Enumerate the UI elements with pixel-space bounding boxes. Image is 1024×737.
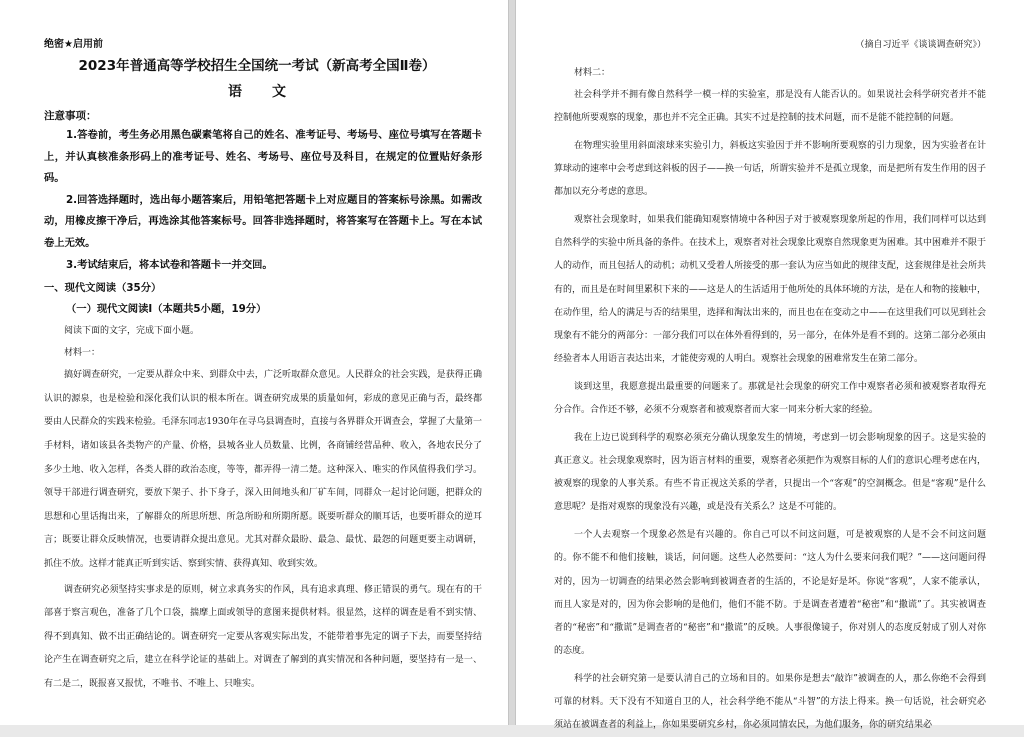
notice-item-2: 2.回答选择题时，选出每小题答案后，用铅笔把答题卡上对应题目的答案标号涂黑。如需改动，用橡皮擦干净后，再选涂其他答案标号。回答非选择题时，将答案写在答题卡上。写在本试卷上无效。 xyxy=(44,193,482,249)
section-heading: 一、现代文阅读（35分） xyxy=(44,282,162,295)
left-page xyxy=(0,0,508,725)
body-paragraph: 我在上边已说到科学的观察必须充分确认现象发生的情境，考虑到一切会影响现象的因子。这是实验的真正意义。社会现象观察时，因为语言材料的重要，观察者必须把作为观察目标的人们的意识心理考虑在内，被观察的现象的人事关系。有些不肯正视这关系的学者，只提出一个“客观”的空洞概念。但是“客观”是什么意思呢？是指对观察的现象没有兴趣，或是没有关系么？这是不可能的。 xyxy=(554,432,987,513)
body-paragraph: 一个人去观察一个现象必然是有兴趣的。你自己可以不问这问题，可是被观察的人是不会不问这问题的。你不能不和他们接触，谈话，问问题。这些人必然要问：“这人为什么要来问我们呢？”——这问题问得对的，因为一切调查的结果必然会影响到被调查者的生活的，不论是好是坏。你说“客观”，人家不能承认，而且人家是对的，因为你会影响的是他们，他们不能不防。于是调查者遭着“秘密”和“撒谎”了。其实被调查者的“秘密”和“撒谎”是调查者的“秘密”和“撒谎”的反映。人事很像镜子，你对别人的态度反射成了别人对你的态度。 xyxy=(554,530,986,657)
notice-item-1: 1.答卷前，考生务必用黑色碳素笔将自己的姓名、准考证号、考场号、座位号填写在答题卡上，并认真核准条形码上的准考证号、姓名、考场号、座位号及科目，在规定的位置贴好条形码。 xyxy=(44,129,482,185)
exam-title: 2023年普通高等学校招生全国统一考试（新高考全国Ⅱ卷） xyxy=(78,58,436,74)
body-paragraph: 社会科学并不拥有像自然科学一模一样的实验室，那是没有人能否认的。如果说社会科学研究者并不能控制他所要观察的现象，那也并不完全正确。其实不过是控制的技术问题，而不是能不能控制的问题。 xyxy=(554,90,986,124)
body-paragraph: 调查研究必须坚持实事求是的原则，树立求真务实的作风，具有追求真理、修正错误的勇气。现在有的干部喜于察言观色，准备了几个口袋，揣摩上面或领导的意图来提供材料。很显然，这样的调查是看不到实情、得不到真知、做不出正确结论的。调查研究一定要从客观实际出发，不能带着事先定的调子下去，而要坚持结论产生在调查研究之后，建立在科学论证的基础上。对调查了解到的真实情况和各种问题，要坚持有一是一、有二是二，既报喜又报忧，不唯书、不唯上、只唯实。 xyxy=(44,584,482,689)
top-secret-label: 绝密★启用前 xyxy=(44,39,103,50)
notice-item-3: 3.考试结束后，将本试卷和答题卡一并交回。 xyxy=(66,258,273,271)
notice-heading: 注意事项： xyxy=(44,110,97,122)
body-paragraph: 谈到这里，我愿意提出最重要的问题来了。那就是社会现象的研究工作中观察者必须和被观察者取得充分合作。合作还不够，必须不分观察者和被观察者而大家一同来分析大家的经验。 xyxy=(554,381,986,416)
source-citation: （摘自习近平《谈谈调查研究》） xyxy=(855,40,986,50)
right-page xyxy=(516,0,1024,731)
subsection-heading: （一）现代文阅读Ⅰ（本题共5小题，19分） xyxy=(66,303,267,316)
subject-title: 语文 xyxy=(228,84,316,100)
reading-instruction: 阅读下面的文字，完成下面小题。 xyxy=(64,326,200,337)
body-paragraph: 搞好调查研究，一定要从群众中来、到群众中去，广泛听取群众意见。人民群众的社会实践，是获得正确认识的源泉，也是检验和深化我们认识的根本所在。调查研究成果的质量如何，彩成的意见正确与否，最终都要由人民群众的实践来检验。毛泽东同志1930年在寻乌县调查时，直接与各界群众开调查会，掌握了大量第一手材料，诸如该县各类物产的产量、价格，县城各业人员数量、比例，各商铺经营品种、收入，各地农民分了多少土地、收入怎样，各类人群的政治态度，等等，都弄得一清二楚。这种深入、唯实的作风值得我们学习。领导干部进行调查研究，要放下架子、扑下身子，深入田间地头和厂矿车间，同群众一起讨论问题，把群众的思想和心里话掏出来，了解群众的所思所想、所急所盼和所期所愿。既要听群众的顺耳话，也要听群众的逆耳言；既要让群众反映情况，也要请群众提出意见。尤其对群众最盼、最急、最忧、最怨的问题更要主动调研，抓住不放。这样才能真正听到实话、察到实情、获得真知、收到实效。 xyxy=(44,370,482,569)
material-one-label: 材料一： xyxy=(64,348,101,359)
material-two-label: 材料二： xyxy=(574,68,611,78)
page-gutter xyxy=(508,0,516,725)
body-paragraph: 观察社会现象时，如果我们能确知观察情境中各种因子对于被观察现象所起的作用，我们同样可以达到自然科学的实验中所具备的条件。在技术上，观察者对社会现象比观察自然现象更为困难。其中困难并不限于人的动作，而且包括人的动机；动机又受着人所接受的那一套认为应当如此的规律支配，这套规律是社会所共有的，而且是在时间里累积下来的——这是人的生活适用于他所处的具体环境的方法，是在人和物的接触中，在动作里，给人的满足与否的结果里，选择和淘汰出来的，而且也在在变动之中——在这里我们可以见到社会现象有不能分的两部分：一部分我们可以在体外看得到的，另一部分，在体外是看不到的。这第二部分必须由经验者本人用语言表达出来，才能使旁观的人明白。观察社会现象的困难常发生在第二部分。 xyxy=(554,215,987,365)
body-paragraph: 在物理实验里用斜面滚球来实验引力，斜板这实验因于并不影响所要观察的引力现象，因为实验者在计算球动的速率中会考虑到这斜板的因子——换一句话，所谓实验并不是孤立现象，而是把所有发生作用的因子都加以充分考虑的意思。 xyxy=(554,140,987,198)
body-paragraph: 科学的社会研究第一是要认清自己的立场和目的。如果你是想去“敲诈”被调查的人，那么你绝不会得到可靠的材料。天下没有不知道自卫的人，社会科学绝不能从“斗智”的方法上得来。换一句话说，社会研究必须站在被调查者的利益上，你如果要研究乡村，你必须同情农民，为他们服务，你的研究结果必 xyxy=(554,673,986,731)
